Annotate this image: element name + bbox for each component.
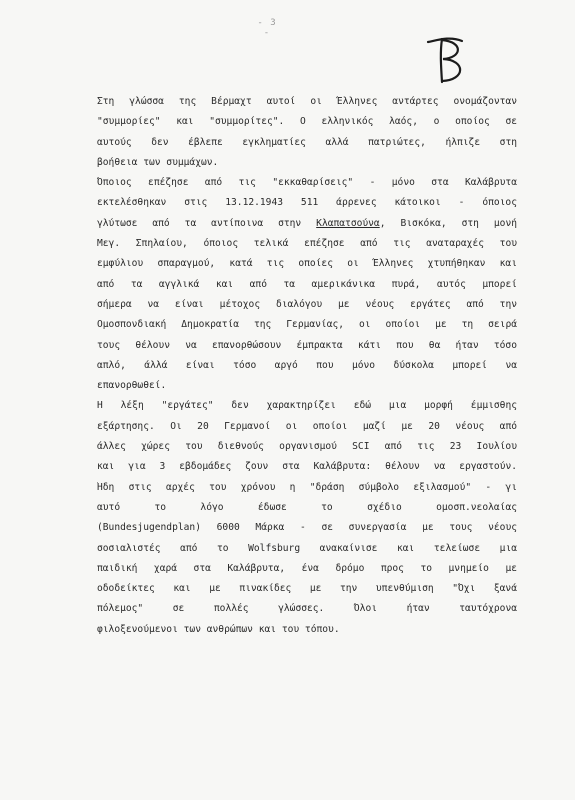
text-line: Στη γλώσσα της Βέρμαχτ αυτοί οι Έλληνες αντάρτες ονομάζονταν xyxy=(97,96,517,107)
text-line: αυτούς δεν έβλεπε εγκληματίες αλλά πατριώτες, ήλπιζε στη xyxy=(97,136,517,148)
text-line: Όποιος επέζησε από τις "εκκαθαρίσεις" - μόνο στα Καλάβρυτα xyxy=(97,177,517,189)
text-line: σοσιαλιστές από το Wolfsburg ανακαίνισε και τελείωσε μια xyxy=(97,542,517,554)
text-line: άλλες χώρες του διεθνούς οργανισμού SCI από τις 23 Ιουλίου xyxy=(97,441,517,453)
handwritten-number-mark xyxy=(420,32,468,86)
text-line: (Bundesjugendplan) 6000 Μάρκα - σε συνεργασία με τους νέους xyxy=(97,522,517,534)
text-line: Ήδη στις αρχές του χρόνου η "δράση σύμβολο εξιλασμού" - γι xyxy=(97,481,517,493)
text-line: Μεγ. Σπηλαίου, όποιος τελικά επέζησε από τις αναταραχές του xyxy=(97,238,517,250)
text-line: πόλεμος" σε πολλές γλώσσες. Όλοι ήταν ταυτόχρονα xyxy=(97,603,517,615)
text-line: γλύτωσε από τα αντίποινα στην Κλαπατσούνα, Βισκόκα, στη μονή xyxy=(97,217,517,229)
page-number: - 3 - xyxy=(257,18,277,38)
text-line: τους θέλουν να επανορθώσουν έμπρακτα κάτι που θα ήταν τόσο xyxy=(97,339,517,351)
text-line: επανορθωθεί. xyxy=(97,380,167,392)
text-line: απλό, άλλά είναι τόσο αργό που μόνο δύσκολα μπορεί να xyxy=(97,359,517,371)
text-line: Η λέξη "εργάτες" δεν χαρακτηρίζει εδώ μια μορφή έμμισθης xyxy=(97,400,517,412)
text-line: αυτό το λόγο έδωσε το σχέδιο ομοσπ.νεολαίας xyxy=(97,501,517,513)
text-line: οδοδείκτες και με πινακίδες με την υπενθύμιση "Όχι ξανά xyxy=(97,583,517,595)
text-line: φιλοξενούμενοι των ανθρώπων και του τόπου. xyxy=(97,623,340,635)
text-line: εμφύλιου σπαραγμού, κατά τις οποίες οι Έλληνες χτυπήθηκαν και xyxy=(97,258,517,270)
text-line: "συμμορίες" και "συμμορίτες". Ο ελληνικός λαός, ο οποίος σε xyxy=(97,116,517,128)
text-line: Ομοσπονδιακή Δημοκρατία της Γερμανίας, οι οποίοι με τη σειρά xyxy=(97,319,517,331)
text-line: από τα αγγλικά και από τα αμερικάνικα πυρά, αυτός μπορεί xyxy=(97,278,517,290)
underlined-place-name: Κλαπατσούνα xyxy=(316,217,380,229)
text-line: βοήθεια των συμμάχων. xyxy=(97,156,219,168)
text-line: και για 3 εβδομάδες ζουν στα Καλάβρυτα: θέλουν να εργαστούν. xyxy=(97,461,517,473)
text-line: εξάρτησης. Οι 20 Γερμανοί οι οποίοι μαζί με 20 νέους από xyxy=(97,420,517,432)
body-text xyxy=(97,92,517,640)
text-line: εκτελέσθηκαν στις 13.12.1943 511 άρρενες κάτοικοι - όποιος xyxy=(97,197,517,209)
text-line: σήμερα να είναι μέτοχος διαλόγου με νέους εργάτες από την xyxy=(97,298,517,310)
text-line: παιδική χαρά στα Καλάβρυτα, ένα δρόμο προς το μνημείο με xyxy=(97,562,517,574)
